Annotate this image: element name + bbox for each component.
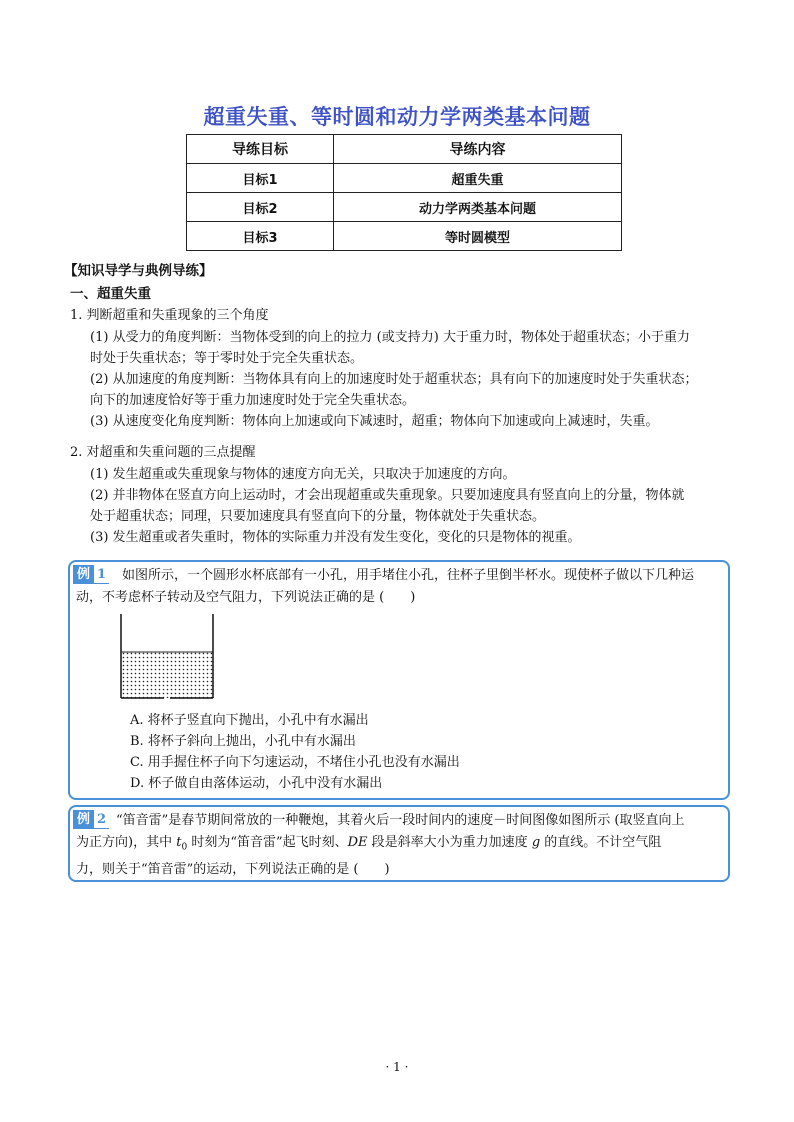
option-b: B. 将杯子斜向上抛出，小孔中有水漏出 xyxy=(130,734,356,749)
text-fragment: 时刻为“笛音雷”起飞时刻、 xyxy=(187,835,348,850)
example1-badge xyxy=(73,565,109,584)
example2-question xyxy=(76,810,722,881)
table-header-cell: 导练目标 xyxy=(187,135,334,164)
option-d: D. 杯子做自由落体运动，小孔中没有水漏出 xyxy=(130,776,383,791)
example2-box xyxy=(68,805,730,882)
table-cell: 动力学两类基本问题 xyxy=(334,193,622,222)
var-t: t xyxy=(176,835,182,850)
example1-box xyxy=(68,560,730,800)
point2-text xyxy=(90,464,726,548)
text-fragment: 为正方向)，其中 xyxy=(76,835,177,850)
example2-line2 xyxy=(76,832,722,859)
text-fragment: 段是斜率大小为重力加速度 xyxy=(367,835,532,850)
text-line: (1) 发生超重或失重现象与物体的速度方向无关，只取决于加速度的方向。 xyxy=(90,467,516,482)
text-line: (2) 并非物体在竖直方向上运动时，才会出现超重或失重现象。只要加速度具有竖直向上的分量，物体就 xyxy=(90,488,685,503)
point1-text xyxy=(90,327,726,432)
option-c: C. 用手握住杯子向下匀速运动，不堵住小孔也没有水漏出 xyxy=(130,755,460,770)
example-number: 1 xyxy=(94,565,109,584)
text-line: 向下的加速度恰好等于重力加速度时处于完全失重状态。 xyxy=(90,393,416,408)
text-line: (1) 从受力的角度判断：当物体受到的向上的拉力 (或支持力) 大于重力时，物体处于超重状态；小于重力 xyxy=(90,330,690,345)
var-g: g xyxy=(531,835,541,850)
table-cell: 目标3 xyxy=(187,222,334,251)
section-heading: 【知识导学与典例导练】 xyxy=(64,263,213,279)
table-cell: 等时圆模型 xyxy=(334,222,622,251)
page-title: 超重失重、等时圆和动力学两类基本问题 xyxy=(203,104,591,129)
table-cell: 目标1 xyxy=(187,164,334,193)
table-cell: 目标2 xyxy=(187,193,334,222)
text-fragment: 的直线。不计空气阻 xyxy=(540,835,662,850)
example-number: 2 xyxy=(94,810,109,829)
option-a: A. 将杯子竖直向下抛出，小孔中有水漏出 xyxy=(130,713,369,728)
table-row xyxy=(187,222,622,251)
subsection-heading: 一、超重失重 xyxy=(70,286,151,302)
example2-badge xyxy=(73,810,109,829)
example2-line1: “笛音雷”是春节期间常放的一种鞭炮，其着火后一段时间内的速度－时间图像如图所示 (取竖直向上 xyxy=(116,813,685,828)
var-t-subscript: 0 xyxy=(181,842,188,853)
var-de: DE xyxy=(347,835,368,850)
goals-table xyxy=(186,134,622,251)
table-row xyxy=(187,193,622,222)
text-line: (3) 发生超重或者失重时，物体的实际重力并没有发生变化，变化的只是物体的视重。 xyxy=(90,530,581,545)
example1-line1: 如图所示，一个圆形水杯底部有一小孔，用手堵住小孔，往杯子里倒半杯水。现使杯子做以下几种运 xyxy=(122,568,695,583)
page-number: · 1 · xyxy=(385,1060,409,1074)
table-header-row xyxy=(187,135,622,164)
table-row xyxy=(187,164,622,193)
cup-figure xyxy=(118,612,218,702)
text-line: 处于超重状态；同理，只要加速度具有竖直向下的分量，物体就处于失重状态。 xyxy=(90,509,546,524)
example1-question xyxy=(76,565,722,609)
text-line: (2) 从加速度的角度判断：当物体具有向上的加速度时处于超重状态；具有向下的加速度时处于失重状态； xyxy=(90,372,698,387)
point1-heading: 1. 判断超重和失重现象的三个角度 xyxy=(70,308,269,323)
point2-heading: 2. 对超重和失重问题的三点提醒 xyxy=(70,445,256,460)
text-line: 时处于失重状态；等于零时处于完全失重状态。 xyxy=(90,351,364,366)
example1-line2: 动，不考虑杯子转动及空气阻力，下列说法正确的是 ( ) xyxy=(76,590,416,605)
table-cell: 超重失重 xyxy=(334,164,622,193)
water-fill xyxy=(121,652,213,698)
example-label: 例 xyxy=(73,565,94,584)
table-header-cell: 导练内容 xyxy=(334,135,622,164)
example2-line3: 力，则关于“笛音雷”的运动，下列说法正确的是 ( ) xyxy=(76,861,390,877)
example-label: 例 xyxy=(73,810,94,829)
example1-options xyxy=(130,710,460,794)
text-line: (3) 从速度变化角度判断：物体向上加速或向下减速时，超重；物体向下加速或向上减速时，失重。 xyxy=(90,414,659,429)
